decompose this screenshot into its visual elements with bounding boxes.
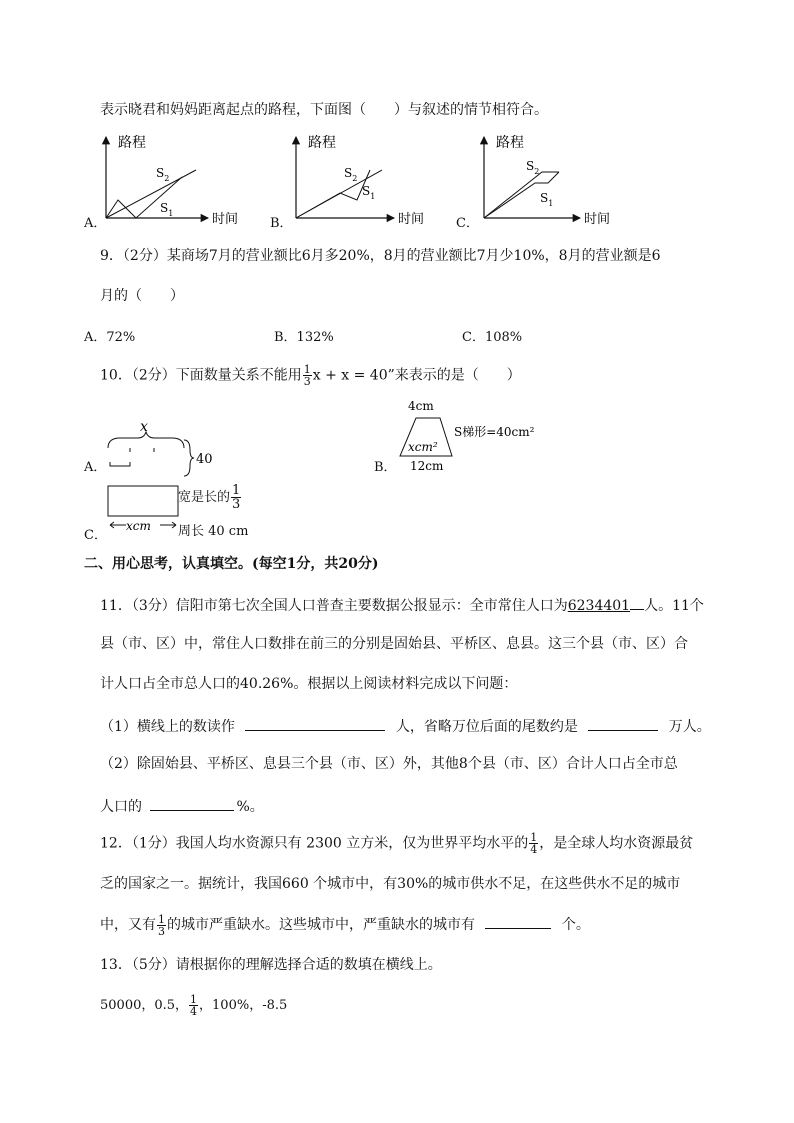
q9-line1: 9．（2分）某商场7月的营业额比6月多20%，8月的营业额比7月少10%，8月的营业额是6: [100, 248, 661, 264]
graph-a-ylabel: 路程: [118, 135, 146, 151]
graph-c: [484, 135, 610, 227]
svg-text:xcm: xcm: [126, 519, 151, 533]
q12-line1: 12．（1分）我国人均水资源只有 2300 立方米，仅为世界平均水平的 $\frac{1}{4}$ ，是全球人均水资源最贫: [100, 831, 694, 856]
q11-line3: 计人口占全市总人口的40.26%。根据以上阅读材料完成以下问题：: [100, 676, 518, 692]
q10-option-c-diagram: [104, 480, 184, 540]
q11-line4: （1）横线上的数读作 人，省略万位后面的尾数约是 万人。: [100, 714, 711, 737]
q10-option-b-diagram: [396, 396, 566, 476]
q10-fraction: $\frac{1}{3}$: [303, 363, 311, 388]
graph-c-xlabel: 时间: [584, 212, 611, 227]
q10-prefix: 10．（2分）下面数量关系不能用: [100, 367, 302, 384]
svg-text:S2: $S_2$: [156, 166, 170, 183]
q11-blank-approx[interactable]: [588, 714, 658, 731]
q10-option-a-diagram: [100, 418, 240, 478]
q10-option-c-perimeter: 周长 40 cm: [178, 524, 249, 539]
q8-text: 表示晓君和妈妈距离起点的路程，下面图（ ）与叙述的情节相符合。: [100, 102, 548, 118]
graph-b-ylabel: 路程: [308, 135, 336, 151]
svg-text:S梯形=40cm²: S梯形=40cm²: [454, 425, 535, 439]
svg-text:S2: $S_2$: [344, 166, 358, 183]
graph-b-xlabel: 时间: [398, 212, 425, 227]
svg-text:12cm: 12cm: [410, 459, 444, 473]
svg-text:S1: $S_1$: [160, 201, 174, 218]
q12-line2: 乏的国家之一。据统计，我国660 个城市中，有30%的城市供水不足，在这些供水不足的城市: [100, 876, 681, 892]
q12-blank-count[interactable]: [485, 912, 551, 929]
q10-option-c[interactable]: C．: [84, 528, 107, 543]
q9-option-b[interactable]: B．132%: [274, 330, 334, 345]
q10-option-b[interactable]: B．: [374, 460, 397, 475]
q9-option-c[interactable]: C．108%: [462, 330, 523, 345]
svg-text:S1: $S_1$: [362, 184, 376, 201]
svg-text:40: 40: [196, 452, 213, 467]
svg-text:S2: $S_2$: [526, 159, 540, 176]
svg-text:4cm: 4cm: [408, 399, 434, 413]
graph-a-xlabel: 时间: [212, 212, 239, 227]
q11-line1: 11．（3分）信阳市第七次全国人口普查主要数据公报显示：全市常住人口为6234401 人。11个: [100, 594, 704, 616]
q12-line3: 中，又有 $\frac{1}{3}$ 的城市严重缺水。这些城市中，严重缺水的城市有 个。: [100, 912, 590, 938]
q10-option-a[interactable]: A．: [84, 460, 107, 475]
q9-line2: 月的（ ）: [100, 288, 184, 304]
q10-expr: x + x = 40”来表示的是（ ）: [312, 367, 521, 384]
q11-population-number: 6234401: [567, 598, 631, 614]
graph-c-ylabel: 路程: [496, 135, 524, 151]
graph-b: [296, 135, 424, 227]
q11-line5: （2）除固始县、平桥区、息县三个县（市、区）外，其他8个县（市、区）合计人口占全市总: [100, 756, 678, 772]
svg-text:x: x: [140, 419, 148, 435]
q11-blank-percent[interactable]: [150, 794, 234, 811]
q9-option-a[interactable]: A．72%: [84, 330, 136, 345]
q11-line2: 县（市、区）中，常住人口数排在前三的分别是固始县、平桥区、息县。这三个县（市、区）合: [100, 636, 688, 652]
section2-title: 二、用心思考，认真填空。(每空1分，共20分): [84, 556, 379, 572]
q8-option-c[interactable]: C．: [456, 216, 479, 231]
svg-text:S1: $S_1$: [540, 191, 554, 208]
q13-numbers: 50000，0.5， $\frac{1}{4}$ ，100%，-8.5: [100, 993, 288, 1018]
q10-stem: [100, 364, 521, 387]
q10-option-c-ratio: 宽是长的 $\frac{1}{3}$: [178, 483, 241, 512]
q11-line6: 人口的 %。: [100, 794, 264, 817]
q11-blank-reading[interactable]: [245, 714, 385, 731]
graph-a: [106, 135, 238, 227]
q13-line1: 13．（5分）请根据你的理解选择合适的数填在横线上。: [100, 957, 442, 973]
q8-option-a[interactable]: A．: [84, 216, 107, 231]
q8-option-b[interactable]: B．: [270, 216, 293, 231]
svg-text:xcm²: xcm²: [408, 440, 438, 454]
